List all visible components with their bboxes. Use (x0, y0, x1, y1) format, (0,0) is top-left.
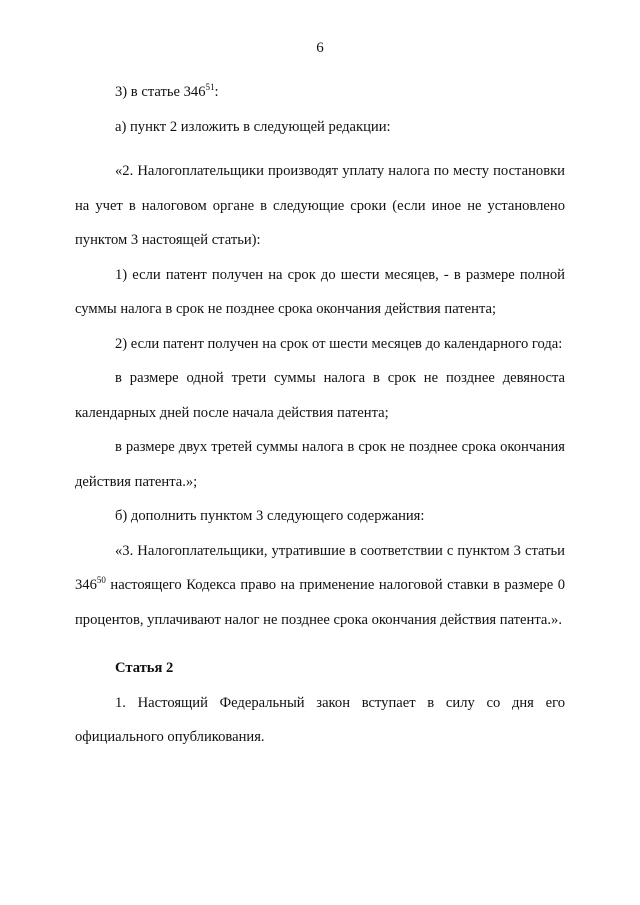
paragraph-one-third: в размере одной трети суммы налога в срок не позднее девяноста календарных дней после начала действия патента; (75, 370, 565, 421)
article-superscript-51: 51 (205, 82, 215, 93)
page-number: 6 (316, 40, 324, 56)
paragraph-two-thirds: в размере двух третей суммы налога в срок не позднее срока окончания действия патента.»; (75, 439, 565, 490)
paragraph-point-2: «2. Налогоплательщики производят уплату налога по месту постановки на учет в налоговом органе в следующие сроки (если иное не установлено пунктом 3 настоящей статьи): (75, 163, 565, 248)
paragraph-point-3-start: «3. Налогоплательщики, утратившие в соответствии с пунктом 3 статьи 346 (75, 542, 565, 593)
paragraph-case-2: 2) если патент получен на срок от шести месяцев до календарного года: (115, 335, 563, 352)
paragraph-case-1: 1) если патент получен на срок до шести месяцев, - в размере полной суммы налога в срок не позднее срока окончания действия патента; (75, 266, 565, 317)
article-superscript-50: 50 (96, 575, 106, 586)
paragraph-subitem-b: б) дополнить пунктом 3 следующего содержания: (115, 508, 425, 524)
paragraph-entry-into-force: 1. Настоящий Федеральный закон вступает в силу со дня его официального опубликования. (75, 694, 565, 745)
paragraph-point-3 (75, 534, 565, 638)
document-body (75, 75, 565, 755)
article-heading: Статья 2 (115, 660, 174, 676)
paragraph-item-3-suffix: : (214, 84, 219, 100)
paragraph-subitem-a: а) пункт 2 изложить в следующей редакции: (115, 118, 391, 135)
paragraph-point-3-end: настоящего Кодекса право на применение налоговой ставки в размере 0 процентов, уплачивают налог не позднее срока окончания действия патента.». (75, 577, 565, 628)
paragraph-item-3 (75, 75, 565, 110)
paragraph-item-3-text: 3) в статье 346 (115, 84, 206, 100)
